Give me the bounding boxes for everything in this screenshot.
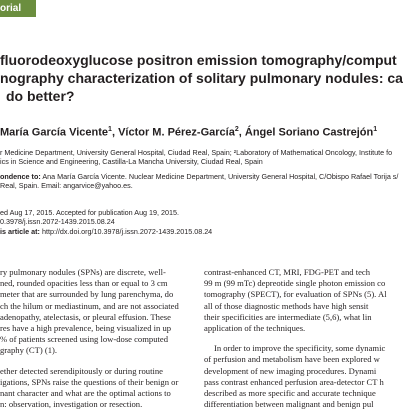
correspondence-text: Ana María García Vicente. Nuclear Medicine Department, University General Hospital, C/Obispo Rafael Torija s/ [40,172,399,181]
article-link-url[interactable]: http://dx.doi.org/10.3978/j.issn.2072-1439.2015.08.24 [39,226,213,236]
affiliations [0,148,400,167]
body-line: adenopathy, atelectasis, or pleural effusion. These [0,311,171,322]
body-line: igations, SPNs raise the questions of their benign or [0,376,179,387]
body-line: pass contrast enhanced perfusion area-detector CT h [204,376,384,387]
author-list [0,126,400,139]
body-line: meter that are surrounded by lung parenchyma, do [0,289,174,300]
author-1: María García Vicente [0,126,109,139]
body-line: nant character and what are the optimal actions to [0,388,171,399]
article-title [0,51,403,105]
section-tag: orial [0,3,22,14]
author-3-affil: 1 [373,126,378,133]
author-2: Víctor M. Pérez-García [118,126,235,139]
doi-line: 0.3978/j.issn.2072-1439.2015.08.24 [0,217,115,227]
article-link-line[interactable] [0,227,400,236]
body-line: 99 m (99 mTc) depreotide single photon emission co [204,278,386,289]
paragraph-gap [204,334,400,343]
body-line: ned, rounded opacities less than or equal to 3 cm [0,278,168,289]
correspondence-label: ondence to: [0,172,41,181]
correspondence-line [0,172,400,181]
body-line: tomography (SPECT), for evaluation of SPNs (5). Al [204,289,387,300]
body-line: ether detected serendipitously or during routine [0,365,163,376]
body-line: all of those diagnostic methods have high sensit [204,300,369,311]
paragraph-gap [0,357,198,366]
body-line: graphy (CT) (1). [0,345,58,356]
title-line-1: fluorodeoxyglucose positron emission tomography/comput [0,52,397,68]
body-line: res have a high prevalence, being visualized in up [0,323,172,334]
body-line: ry pulmonary nodules (SPNs) are discrete, well- [0,267,166,277]
section-tag-bar [0,0,36,17]
author-3: Ángel Soriano Castrejón [244,126,374,139]
body-line: development of new imaging procedures. Dynami [204,365,377,376]
history-dates: ed Aug 17, 2015. Accepted for publication Aug 19, 2015. [0,208,180,217]
body-line: their specificities are intermediate (5,6), what lin [204,311,372,322]
author-2-affil: 2 [234,126,239,133]
body-line: In order to improve the specificity, some dynamic [214,343,386,354]
title-line-3: do better? [6,88,75,104]
body-line: described as more specific and accurate technique [204,388,376,399]
correspondence [0,172,400,191]
body-line: contrast-enhanced CT, MRI, FDG-PET and tech [204,267,371,277]
article-link-label: is article at: [0,226,40,236]
affiliation-line: r Medicine Department, University General Hospital, Ciudad Real, Spain; ²Laboratory of Mathematical Oncology, Institute fo [0,148,393,157]
body-line: n: observation, investigation or resection. [0,399,143,410]
body-line: application of the techniques. [204,323,306,334]
body-line: of perfusion and metabolism have been explored w [204,354,380,365]
body-line: % of patients screened using low-dose computed [0,334,169,345]
body-line: ch the hilum or mediastinum, and are not associated [0,300,179,311]
author-separator: , [238,126,245,139]
body-line: differentiation between malignant and benign pul [204,399,374,410]
body-column-left [0,267,198,410]
article-history [0,208,400,236]
title-line-2: nography characterization of solitary pulmonary nodules: ca [0,70,403,86]
affiliation-line: ics in Science and Engineering, Castilla-La Mancha University, Ciudad Real, Spain [0,157,263,167]
author-1-affil: 1 [108,126,112,133]
correspondence-address: Real, Spain. Email: angarvice@yahoo.es. [0,181,133,191]
body-column-right [204,267,400,410]
author-separator: , [111,126,119,139]
